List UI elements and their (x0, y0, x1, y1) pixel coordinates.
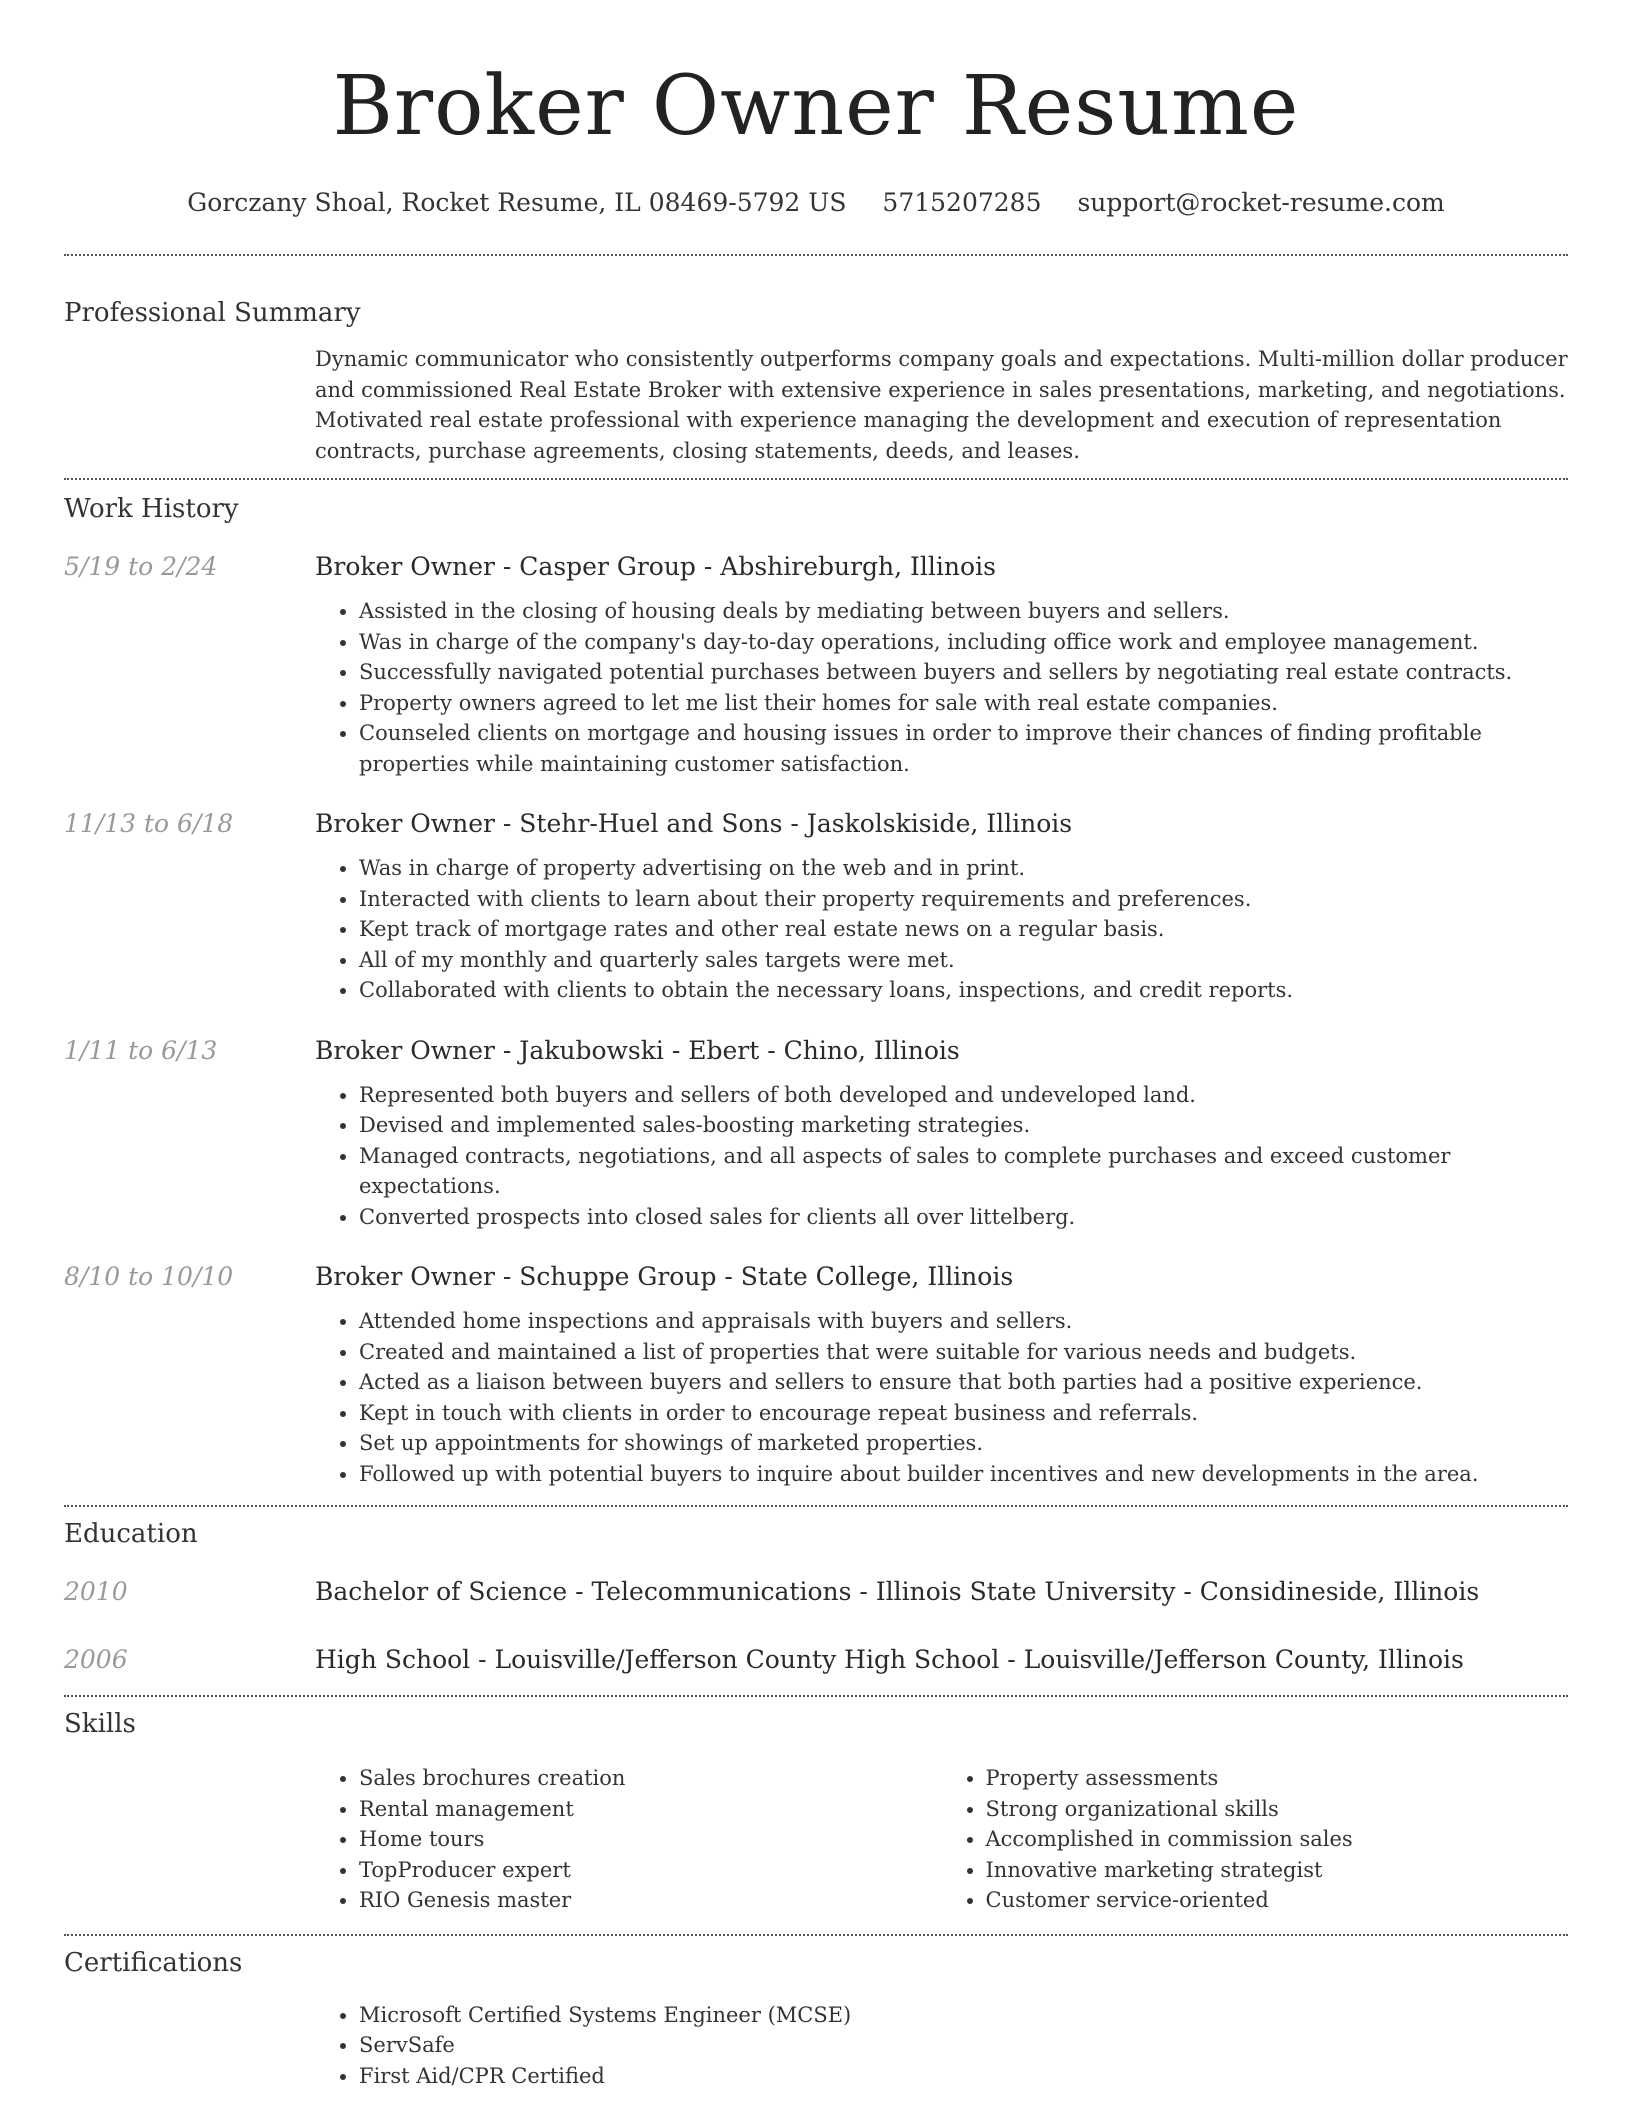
job-bullets (315, 1306, 1568, 1489)
list-item: • Accomplished in commission sales (986, 1824, 1569, 1855)
list-item: • Followed up with potential buyers to inquire about builder incentives and new developments in the area. (359, 1459, 1568, 1490)
education-entry (64, 1575, 1568, 1609)
list-item: • Microsoft Certified Systems Engineer (MCSE) (359, 2000, 1568, 2031)
skills-heading: Skills (64, 1709, 136, 1739)
contact-email: support@rocket-resume.com (1077, 188, 1445, 217)
skills-left-list (315, 1763, 942, 1916)
list-item: • Property owners agreed to let me list their homes for sale with real estate companies. (359, 688, 1568, 719)
job-title: Broker Owner - Casper Group - Abshireburgh, Illinois (315, 552, 996, 581)
job-entry (64, 1034, 1568, 1233)
summary-heading: Professional Summary (64, 298, 361, 328)
job-dates: 1/11 to 6/13 (64, 1035, 218, 1065)
list-item: • Assisted in the closing of housing deals by mediating between buyers and sellers. (359, 596, 1568, 627)
list-item: • Represented both buyers and sellers of both developed and undeveloped land. (359, 1080, 1568, 1111)
education-entry (64, 1643, 1568, 1677)
job-entry (64, 550, 1568, 779)
list-item: • Devised and implemented sales-boosting marketing strategies. (359, 1110, 1568, 1141)
skills-columns (315, 1763, 1568, 1916)
list-item: • Created and maintained a list of properties that were suitable for various needs and budgets. (359, 1337, 1568, 1368)
work-heading: Work History (64, 494, 239, 524)
list-item: • First Aid/CPR Certified (359, 2061, 1568, 2092)
certifications-heading: Certifications (64, 1947, 243, 1978)
list-item: • Attended home inspections and appraisals with buyers and sellers. (359, 1306, 1568, 1337)
list-item: • Interacted with clients to learn about their property requirements and preferences. (359, 884, 1568, 915)
list-item: • Innovative marketing strategist (986, 1855, 1569, 1886)
job-bullets (315, 596, 1568, 779)
job-entry (64, 1260, 1568, 1489)
resume-title: Broker Owner Resume (332, 59, 1300, 154)
list-item: • Sales brochures creation (359, 1763, 942, 1794)
job-title: Broker Owner - Jakubowski - Ebert - Chino, Illinois (315, 1035, 960, 1065)
list-item: • Kept in touch with clients in order to encourage repeat business and referrals. (359, 1398, 1568, 1429)
job-bullets (315, 853, 1568, 1006)
list-item: • Home tours (359, 1824, 942, 1855)
list-item: • Customer service-oriented (986, 1885, 1569, 1916)
divider (64, 1934, 1568, 1936)
job-dates: 11/13 to 6/18 (64, 809, 234, 838)
job-entry (64, 807, 1568, 1006)
education-year: 2010 (64, 1577, 128, 1606)
list-item: • TopProducer expert (359, 1855, 942, 1886)
job-title: Broker Owner - Schuppe Group - State College, Illinois (315, 1262, 1014, 1291)
list-item: • Was in charge of property advertising on the web and in print. (359, 853, 1568, 884)
contact-phone: 5715207285 (882, 188, 1042, 217)
list-item: • Set up appointments for showings of marketed properties. (359, 1428, 1568, 1459)
list-item: • Successfully navigated potential purchases between buyers and sellers by negotiating real estate contracts. (359, 657, 1568, 688)
list-item: • Counseled clients on mortgage and housing issues in order to improve their chances of finding profitable properties while maintaining customer satisfaction. (359, 718, 1568, 779)
education-text: Bachelor of Science - Telecommunications - Illinois State University - Considineside, Illinois (315, 1577, 1480, 1606)
list-item: • Collaborated with clients to obtain the necessary loans, inspections, and credit reports. (359, 975, 1568, 1006)
list-item: • Managed contracts, negotiations, and all aspects of sales to complete purchases and exceed customer expectations. (359, 1141, 1568, 1202)
divider (64, 478, 1568, 480)
job-title: Broker Owner - Stehr-Huel and Sons - Jaskolskiside, Illinois (315, 809, 1073, 838)
divider (64, 1505, 1568, 1507)
job-bullets (315, 1080, 1568, 1233)
list-item: • ServSafe (359, 2030, 1568, 2061)
list-item: • Rental management (359, 1794, 942, 1825)
job-dates: 8/10 to 10/10 (64, 1262, 234, 1291)
contact-address: Gorczany Shoal, Rocket Resume, IL 08469-5792 US (187, 188, 847, 217)
education-year: 2006 (64, 1645, 128, 1674)
list-item: • RIO Genesis master (359, 1885, 942, 1916)
resume-page (64, 0, 1568, 2091)
divider (64, 254, 1568, 256)
list-item: • Kept track of mortgage rates and other real estate news on a regular basis. (359, 914, 1568, 945)
job-dates: 5/19 to 2/24 (64, 552, 218, 581)
divider (64, 1695, 1568, 1697)
list-item: • All of my monthly and quarterly sales targets were met. (359, 945, 1568, 976)
list-item: • Acted as a liaison between buyers and sellers to ensure that both parties had a positive experience. (359, 1367, 1568, 1398)
list-item: • Property assessments (986, 1763, 1569, 1794)
education-text: High School - Louisville/Jefferson County High School - Louisville/Jefferson County, Illinois (315, 1645, 1464, 1674)
skills-right-list (942, 1763, 1569, 1916)
list-item: • Was in charge of the company's day-to-day operations, including office work and employee management. (359, 627, 1568, 658)
summary-text: Dynamic communicator who consistently outperforms company goals and expectations. Multi-million dollar producer and commissioned Real Estate Broker with extensive experience in sales presentations, marketing, and negotiations. Motivated real estate professional with experience managing the development and execution of representation contracts, purchase agreements, closing statements, deeds, and leases. (315, 347, 1568, 463)
contact-line (64, 186, 1568, 220)
certifications-list (315, 2000, 1568, 2092)
list-item: • Converted prospects into closed sales for clients all over littelberg. (359, 1202, 1568, 1233)
list-item: • Strong organizational skills (986, 1794, 1569, 1825)
education-heading: Education (64, 1519, 198, 1549)
